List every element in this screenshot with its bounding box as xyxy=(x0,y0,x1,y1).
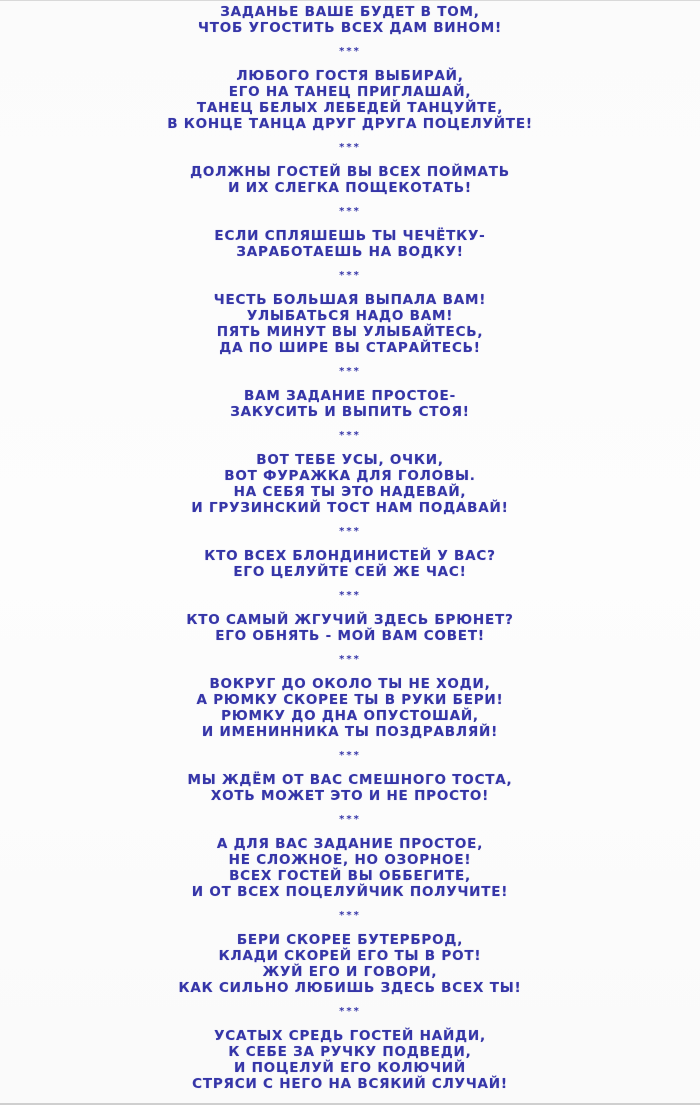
stanza xyxy=(0,772,700,804)
stanza-separator: *** xyxy=(339,910,361,921)
verse-line: ЗАРАБОТАЕШЬ НА ВОДКУ! xyxy=(236,244,464,260)
stanza-separator: *** xyxy=(339,654,361,665)
stanza xyxy=(0,228,700,260)
verse-line: И ИХ СЛЕГКА ПОЩЕКОТАТЬ! xyxy=(228,180,472,196)
stanza-separator: *** xyxy=(339,366,361,377)
verse-line: УЛЫБАТЬСЯ НАДО ВАМ! xyxy=(246,308,454,324)
stanza-separator: *** xyxy=(339,206,361,217)
verse-line: ВОТ ТЕБЕ УСЫ, ОЧКИ, xyxy=(256,452,444,468)
stanza xyxy=(0,836,700,900)
verse-line: ЧТОБ УГОСТИТЬ ВСЕХ ДАМ ВИНОМ! xyxy=(198,20,502,36)
stanza xyxy=(0,68,700,132)
verse-line: РЮМКУ ДО ДНА ОПУСТОШАЙ, xyxy=(221,708,479,724)
verse-line: ВСЕХ ГОСТЕЙ ВЫ ОББЕГИТЕ, xyxy=(229,868,471,884)
verse-line: ЧЕСТЬ БОЛЬШАЯ ВЫПАЛА ВАМ! xyxy=(213,292,487,308)
verse-line: ВОТ ФУРАЖКА ДЛЯ ГОЛОВЫ. xyxy=(224,468,476,484)
toast-verse-list xyxy=(0,4,700,1092)
verse-line: СТРЯСИ С НЕГО НА ВСЯКИЙ СЛУЧАЙ! xyxy=(192,1076,508,1092)
stanza-separator: *** xyxy=(339,526,361,537)
verse-line: КТО ВСЕХ БЛОНДИНИСТЕЙ У ВАС? xyxy=(204,548,496,564)
stanza-separator: *** xyxy=(339,430,361,441)
verse-line: ТАНЕЦ БЕЛЫХ ЛЕБЕДЕЙ ТАНЦУЙТЕ, xyxy=(196,100,504,116)
verse-line: НЕ СЛОЖНОЕ, НО ОЗОРНОЕ! xyxy=(228,852,472,868)
stanza xyxy=(0,1028,700,1092)
stanza-separator: *** xyxy=(339,142,361,153)
verse-line: ЗАКУСИТЬ И ВЫПИТЬ СТОЯ! xyxy=(230,404,470,420)
verse-line: КТО САМЫЙ ЖГУЧИЙ ЗДЕСЬ БРЮНЕТ? xyxy=(186,612,514,628)
verse-line: КАК СИЛЬНО ЛЮБИШЬ ЗДЕСЬ ВСЕХ ТЫ! xyxy=(178,980,522,996)
verse-line: ЕГО ОБНЯТЬ - МОЙ ВАМ СОВЕТ! xyxy=(215,628,485,644)
verse-line: МЫ ЖДЁМ ОТ ВАС СМЕШНОГО ТОСТА, xyxy=(187,772,513,788)
verse-line: В КОНЦЕ ТАНЦА ДРУГ ДРУГА ПОЦЕЛУЙТЕ! xyxy=(167,116,533,132)
stanza xyxy=(0,548,700,580)
verse-line: ЗАДАНЬЕ ВАШЕ БУДЕТ В ТОМ, xyxy=(220,4,480,20)
stanza-separator: *** xyxy=(339,814,361,825)
verse-line: К СЕБЕ ЗА РУЧКУ ПОДВЕДИ, xyxy=(228,1044,472,1060)
verse-line: И ОТ ВСЕХ ПОЦЕЛУЙЧИК ПОЛУЧИТЕ! xyxy=(191,884,509,900)
verse-line: УСАТЫХ СРЕДЬ ГОСТЕЙ НАЙДИ, xyxy=(214,1028,486,1044)
verse-line: ЕГО НА ТАНЕЦ ПРИГЛАШАЙ, xyxy=(228,84,472,100)
verse-line: ЛЮБОГО ГОСТЯ ВЫБИРАЙ, xyxy=(236,68,464,84)
stanza-separator: *** xyxy=(339,46,361,57)
verse-line: БЕРИ СКОРЕЕ БУТЕРБРОД, xyxy=(236,932,464,948)
verse-line: А ДЛЯ ВАС ЗАДАНИЕ ПРОСТОЕ, xyxy=(216,836,484,852)
stanza-separator: *** xyxy=(339,270,361,281)
verse-line: ВОКРУГ ДО ОКОЛО ТЫ НЕ ХОДИ, xyxy=(209,676,491,692)
verse-line: ЕСЛИ СПЛЯШЕШЬ ТЫ ЧЕЧЁТКУ- xyxy=(214,228,486,244)
verse-line: НА СЕБЯ ТЫ ЭТО НАДЕВАЙ, xyxy=(233,484,467,500)
verse-line: ЕГО ЦЕЛУЙТЕ СЕЙ ЖЕ ЧАС! xyxy=(233,564,467,580)
stanza-separator: *** xyxy=(339,590,361,601)
stanza xyxy=(0,612,700,644)
verse-line: И ИМЕНИННИКА ТЫ ПОЗДРАВЛЯЙ! xyxy=(201,724,499,740)
stanza xyxy=(0,4,700,36)
verse-line: А РЮМКУ СКОРЕЕ ТЫ В РУКИ БЕРИ! xyxy=(196,692,504,708)
stanza xyxy=(0,292,700,356)
verse-line: ПЯТЬ МИНУТ ВЫ УЛЫБАЙТЕСЬ, xyxy=(216,324,484,340)
stanza-separator: *** xyxy=(339,750,361,761)
stanza xyxy=(0,676,700,740)
verse-line: КЛАДИ СКОРЕЙ ЕГО ТЫ В РОТ! xyxy=(218,948,482,964)
verse-line: И ПОЦЕЛУЙ ЕГО КОЛЮЧИЙ xyxy=(233,1060,466,1076)
verse-line: ДОЛЖНЫ ГОСТЕЙ ВЫ ВСЕХ ПОЙМАТЬ xyxy=(190,164,510,180)
stanza xyxy=(0,388,700,420)
stanza-separator: *** xyxy=(339,1006,361,1017)
stanza xyxy=(0,932,700,996)
stanza xyxy=(0,452,700,516)
verse-line: ХОТЬ МОЖЕТ ЭТО И НЕ ПРОСТО! xyxy=(210,788,490,804)
verse-line: И ГРУЗИНСКИЙ ТОСТ НАМ ПОДАВАЙ! xyxy=(191,500,509,516)
stanza xyxy=(0,164,700,196)
verse-line: ДА ПО ШИРЕ ВЫ СТАРАЙТЕСЬ! xyxy=(219,340,481,356)
verse-line: ЖУЙ ЕГО И ГОВОРИ, xyxy=(262,964,438,980)
verse-line: ВАМ ЗАДАНИЕ ПРОСТОЕ- xyxy=(244,388,456,404)
